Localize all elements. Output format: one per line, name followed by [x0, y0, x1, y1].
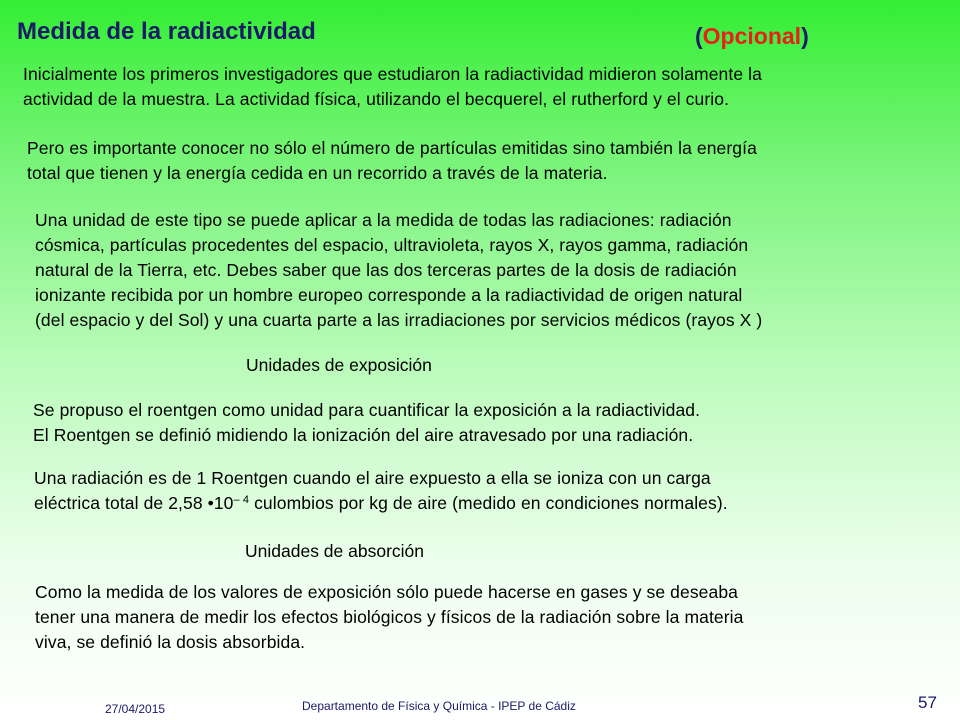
- footer-department: Departamento de Física y Química - IPEP de Cádiz: [302, 699, 576, 713]
- paragraph-line: viva, se definió la dosis absorbida.: [35, 632, 306, 652]
- paragraph-line: Pero es importante conocer no sólo el número de partículas emitidas sino también la energía: [27, 138, 757, 158]
- paragraph-line: (del espacio y del Sol) y una cuarta parte a las irradiaciones por servicios médicos (rayos X ): [35, 310, 763, 330]
- optional-tag: [695, 23, 809, 50]
- charge-value-text: eléctrica total de 2,58 •10: [34, 493, 234, 513]
- heading-absorption-units: Unidades de absorción: [245, 541, 425, 561]
- slide-title: Medida de la radiactividad: [17, 18, 316, 45]
- paragraph-line: Inicialmente los primeros investigadores que estudiaron la radiactividad midieron solamente la: [23, 64, 762, 84]
- paragraph-line: Una radiación es de 1 Roentgen cuando el aire expuesto a ella se ioniza con un carga: [34, 468, 711, 488]
- paragraph-line: El Roentgen se definió midiendo la ionización del aire atravesado por una radiación.: [33, 425, 694, 445]
- paragraph-line: natural de la Tierra, etc. Debes saber que las dos terceras partes de la dosis de radiación: [35, 260, 737, 280]
- charge-exponent: – 4: [233, 494, 250, 506]
- paragraph-energy-importance: [27, 136, 757, 186]
- paragraph-line-with-exponent: [34, 491, 728, 516]
- optional-open-paren: (: [695, 23, 703, 49]
- optional-close-paren: ): [801, 23, 809, 49]
- paragraph-radiation-sources: [35, 208, 762, 333]
- optional-word: Opcional: [702, 23, 802, 49]
- paragraph-line: total que tienen y la energía cedida en un recorrido a través de la materia.: [27, 163, 608, 183]
- footer-date: 27/04/2015: [105, 702, 166, 716]
- paragraph-roentgen-definition: [33, 398, 700, 448]
- paragraph-line: actividad de la muestra. La actividad física, utilizando el becquerel, el rutherford y el curio.: [23, 89, 730, 109]
- paragraph-line: tener una manera de medir los efectos biológicos y físicos de la radiación sobre la materia: [35, 607, 744, 627]
- page-number: 57: [918, 693, 937, 712]
- paragraph-line: Como la medida de los valores de exposición sólo puede hacerse en gases y se deseaba: [35, 582, 738, 602]
- paragraph-line: Una unidad de este tipo se puede aplicar a la medida de todas las radiaciones: radiación: [35, 210, 732, 230]
- paragraph-line: ionizante recibida por un hombre europeo corresponde a la radiactividad de origen natural: [35, 285, 743, 305]
- paragraph-roentgen-value: [34, 466, 728, 516]
- paragraph-initial-measurement: [23, 62, 762, 112]
- paragraph-line: cósmica, partículas procedentes del espacio, ultravioleta, rayos X, rayos gamma, radiación: [35, 235, 749, 255]
- charge-unit-text: culombios por kg de aire (medido en condiciones normales).: [249, 493, 728, 513]
- paragraph-absorbed-dose: [35, 580, 744, 655]
- paragraph-line: Se propuso el roentgen como unidad para cuantificar la exposición a la radiactividad.: [33, 400, 701, 420]
- heading-exposure-units: Unidades de exposición: [246, 355, 432, 375]
